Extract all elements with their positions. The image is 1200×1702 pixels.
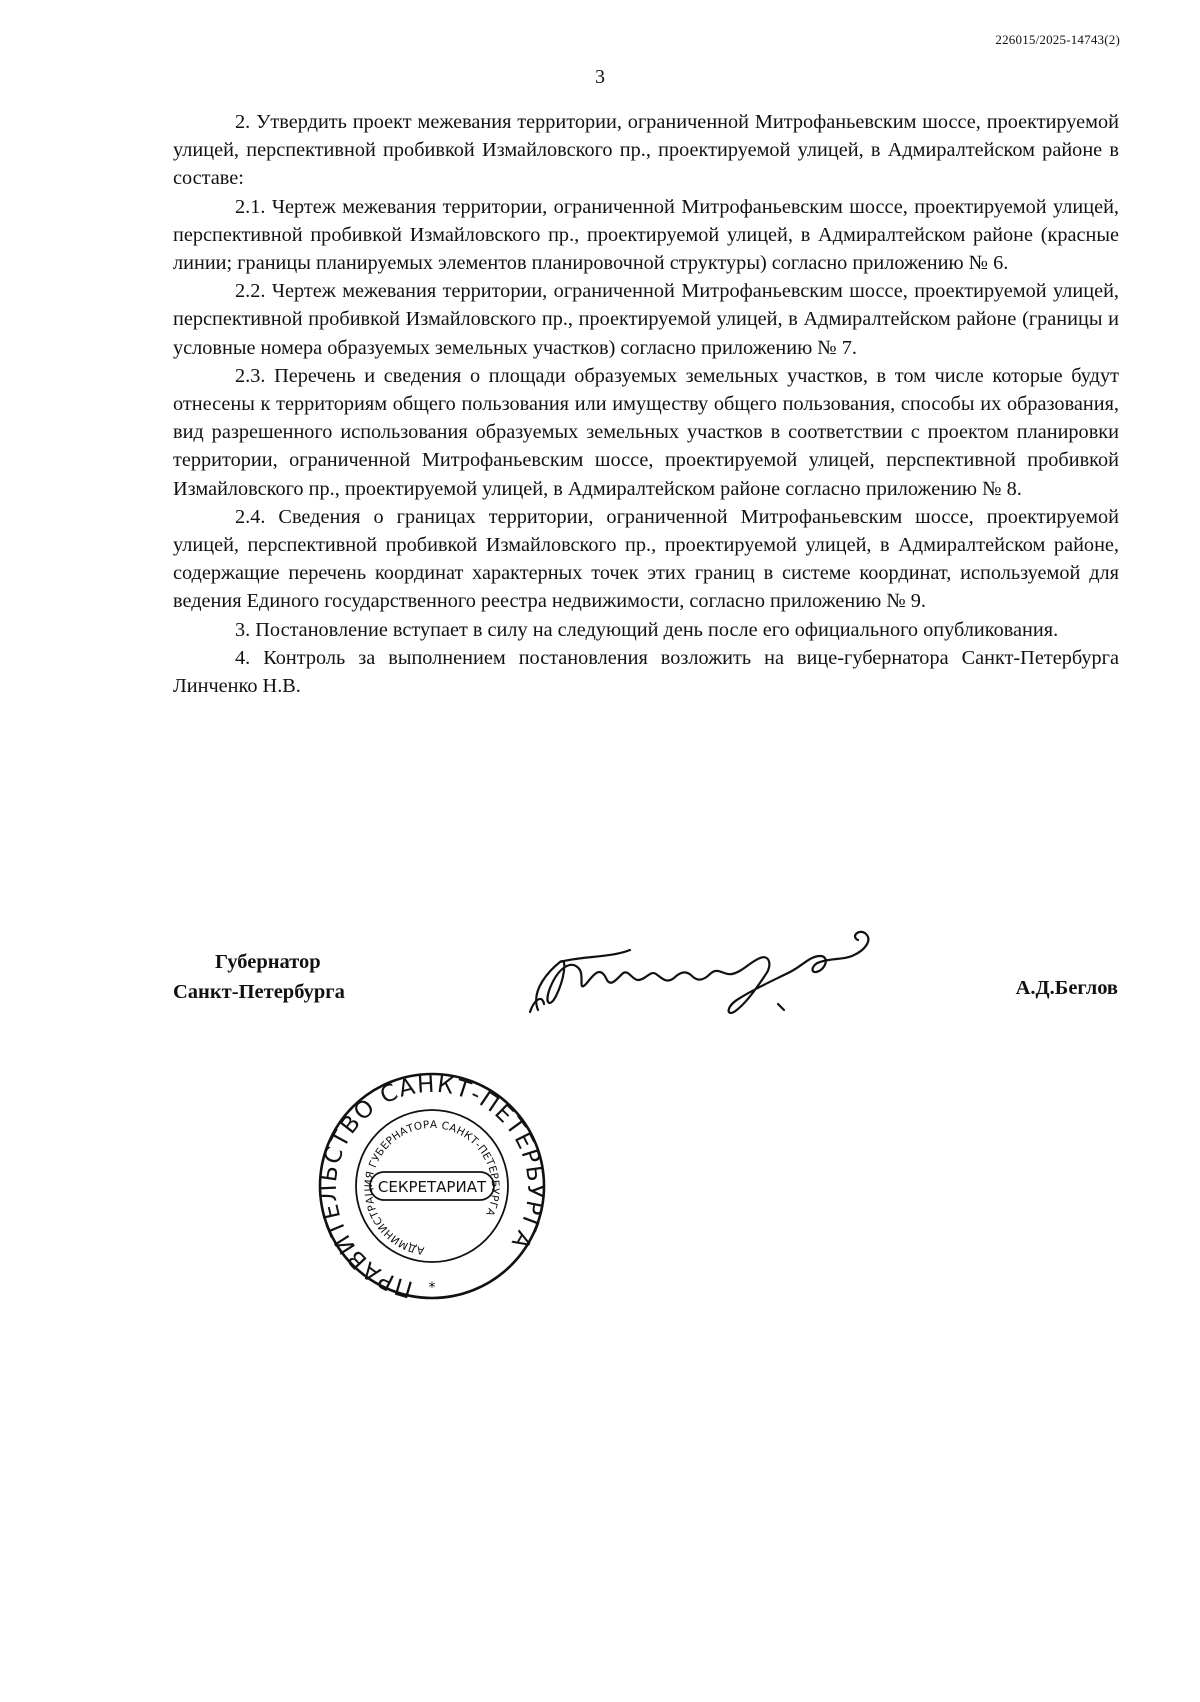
signatory-name: А.Д.Беглов <box>1015 977 1118 999</box>
document-registration-number: 226015/2025-14743(2) <box>995 32 1120 47</box>
document-body <box>173 108 1119 700</box>
signatory-title <box>173 947 345 1007</box>
paragraph-2-4: 2.4. Сведения о границах территории, ограниченной Митрофаньевским шоссе, проектируемой улицей, перспективной пробивкой Измайловского пр., проектируемой улицей, в Адмиралтейском районе, содержащие перечень координат характерных точек этих границ в системе координат, используемой для ведения Единого государственного реестра недвижимости, согласно приложению № 9. <box>173 505 1119 613</box>
paragraph-2-2: 2.2. Чертеж межевания территории, ограниченной Митрофаньевским шоссе, проектируемой улицей, перспективной пробивкой Измайловского пр., проектируемой улицей, в Адмиралтейском районе (границы и условные номера образуемых земельных участков) согласно приложению № 7. <box>173 280 1119 359</box>
paragraph-2-3: 2.3. Перечень и сведения о площади образуемых земельных участков, в том числе которые будут отнесены к территориям общего пользования или имуществу общего пользования, способы их образования, вид разрешенного использования образуемых земельных участков в соответствии с проектом планировки территории, ограниченной Митрофаньевским шоссе, проектируемой улицей, перспективной пробивкой Измайловского пр., проектируемой улицей, в Адмиралтейском районе согласно приложению № 8. <box>173 364 1119 500</box>
signatory-title-line-2: Санкт-Петербурга <box>173 981 345 1003</box>
handwritten-signature <box>520 900 930 1030</box>
page-number: 3 <box>595 66 605 88</box>
svg-text:*: * <box>428 1280 436 1296</box>
svg-text:СЕКРЕТАРИАТ: СЕКРЕТАРИАТ <box>377 1178 487 1196</box>
paragraph-3: 3. Постановление вступает в силу на следующий день после его официального опубликования. <box>235 618 1059 641</box>
svg-text:АДМИНИСТРАЦИЯ ГУБЕРНАТОРА САНК: АДМИНИСТРАЦИЯ ГУБЕРНАТОРА САНКТ-ПЕТЕРБУРГА <box>362 1118 502 1257</box>
official-seal <box>312 1070 552 1302</box>
signatory-title-line-1: Губернатор <box>215 951 321 973</box>
svg-text:ПРАВИТЕЛЬСТВО САНКТ-ПЕТЕРБУРГА: ПРАВИТЕЛЬСТВО САНКТ-ПЕТЕРБУРГА <box>315 1071 549 1302</box>
paragraph-2-1: 2.1. Чертеж межевания территории, ограниченной Митрофаньевским шоссе, проектируемой улицей, перспективной пробивкой Измайловского пр., проектируемой улицей, в Адмиралтейском районе (красные линии; границы планируемых элементов планировочной структуры) согласно приложению № 6. <box>173 195 1119 275</box>
paragraph-2: 2. Утвердить проект межевания территории, ограниченной Митрофаньевским шоссе, проектируемой улицей, перспективной пробивкой Измайловского пр., проектируемой улицей, в Адмиралтейском районе в составе: <box>173 111 1119 190</box>
paragraph-4: 4. Контроль за выполнением постановления возложить на вице-губернатора Санкт-Петербурга Линченко Н.В. <box>173 646 1119 698</box>
